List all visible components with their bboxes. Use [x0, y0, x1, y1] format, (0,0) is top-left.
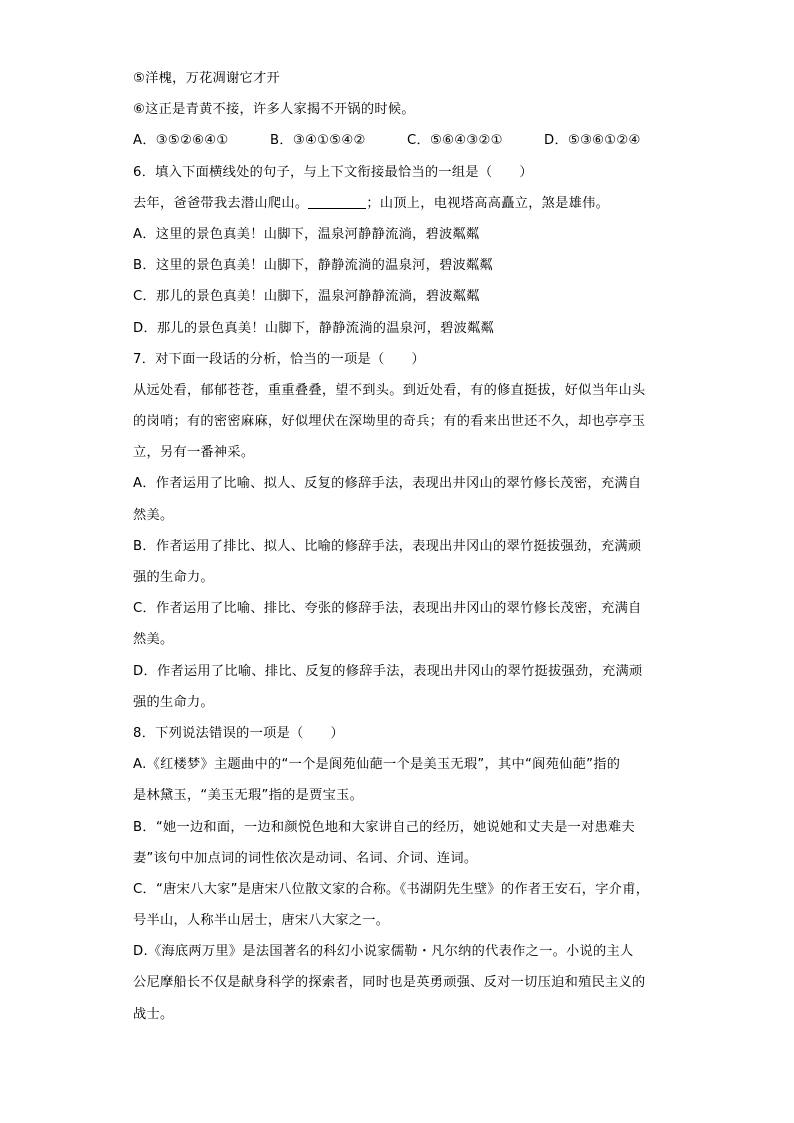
q5-options — [133, 125, 702, 156]
q6-option-d: D．那儿的景色真美！山脚下，静静流淌的温泉河，碧波粼粼 — [133, 320, 495, 336]
q8-option-c-cont: 号半山，人称半山居士，唐宋八大家之一。 — [133, 913, 390, 929]
q7-passage-line: 从远处看，郁郁苍苍，重重叠叠，望不到头。到近处看，有的修直挺拔，好似当年山头 — [133, 382, 646, 398]
q7-option-a-cont: 然美。 — [133, 507, 174, 523]
q7-option-c: C．作者运用了比喻、排比、夸张的修辞手法，表现出井冈山的翠竹修长茂密，充满自 — [133, 601, 642, 617]
q7-passage-line: 的岗哨；有的密密麻麻，好似埋伏在深坳里的奇兵；有的看来出世还不久，却也亭亭玉 — [133, 414, 646, 430]
q8-option-a-cont: 是林黛玉，“美玉无瑕”指的是贾宝玉。 — [133, 788, 364, 804]
q7-option-b: B．作者运用了排比、拟人、比喻的修辞手法，表现出井冈山的翠竹挺拔强劲，充满顽 — [133, 538, 642, 554]
q5-option-c: C．⑤⑥④③②① — [407, 133, 503, 149]
fill-blank — [308, 194, 366, 209]
q8-option-b: B．“她一边和面，一边和颜悦色地和大家讲自己的经历，她说她和丈夫是一对患难夫 — [133, 819, 636, 835]
q6-option-b: B．这里的景色真美！山脚下，静静流淌的温泉河，碧波粼粼 — [133, 258, 494, 274]
q6-option-a: A．这里的景色真美！山脚下，温泉河静静流淌，碧波粼粼 — [133, 226, 480, 242]
q6-option-c: C．那儿的景色真美！山脚下，温泉河静静流淌，碧波粼粼 — [133, 289, 480, 305]
q8-option-d-cont: 公尼摩船长不仅是献身科学的探索者，同时也是英勇顽强、反对一切压迫和殖民主义的 — [133, 975, 646, 991]
q8-stem: 8．下列说法错误的一项是（ ） — [133, 725, 345, 741]
q7-option-d: D．作者运用了比喻、排比、反复的修辞手法，表现出井冈山的翠竹挺拔强劲，充满顽 — [133, 663, 643, 679]
q8-option-d: D.《海底两万里》是法国著名的科幻小说家儒勒・凡尔纳的代表作之一。小说的主人 — [133, 944, 634, 960]
q6-text — [133, 188, 702, 219]
q7-option-c-cont: 然美。 — [133, 632, 174, 648]
text-line: ⑤洋槐，万花凋谢它才开 — [133, 71, 280, 86]
q8-option-b-cont: 妻”该句中加点词的词性依次是动词、名词、介词、连词。 — [133, 850, 478, 866]
q6-text-after: ；山顶上，电视塔高高矗立，煞是雄伟。 — [366, 195, 610, 211]
q7-passage-line: 立，另有一番神采。 — [133, 445, 255, 461]
q5-option-b: B．③④①⑤④② — [270, 133, 366, 149]
q5-option-a: A．③⑤②⑥④① — [133, 133, 229, 149]
q8-option-a: A.《红楼梦》主题曲中的“一个是阆苑仙葩一个是美玉无瑕”，其中“阆苑仙葩”指的 — [133, 757, 621, 773]
q8-option-c: C．“唐宋八大家”是唐宋八位散文家的合称。《书湖阴先生壁》的作者王安石，字介甫， — [133, 881, 650, 897]
q7-option-a: A．作者运用了比喻、拟人、反复的修辞手法，表现出井冈山的翠竹修长茂密，充满自 — [133, 476, 642, 492]
q7-option-d-cont: 强的生命力。 — [133, 694, 214, 710]
q6-text-before: 去年，爸爸带我去潜山爬山。 — [133, 195, 309, 211]
q7-option-b-cont: 强的生命力。 — [133, 570, 214, 585]
q7-stem: 7．对下面一段话的分析，恰当的一项是（ ） — [133, 351, 425, 367]
q6-stem: 6．填入下面横线处的句子，与上下文衔接最恰当的一组是（ ） — [133, 164, 533, 180]
q8-option-d-cont: 战士。 — [133, 1006, 174, 1022]
text-line: ⑥这正是青黄不接，许多人家揭不开锅的时候。 — [133, 102, 415, 118]
q5-option-d: D．⑤③⑥①②④ — [544, 133, 641, 149]
